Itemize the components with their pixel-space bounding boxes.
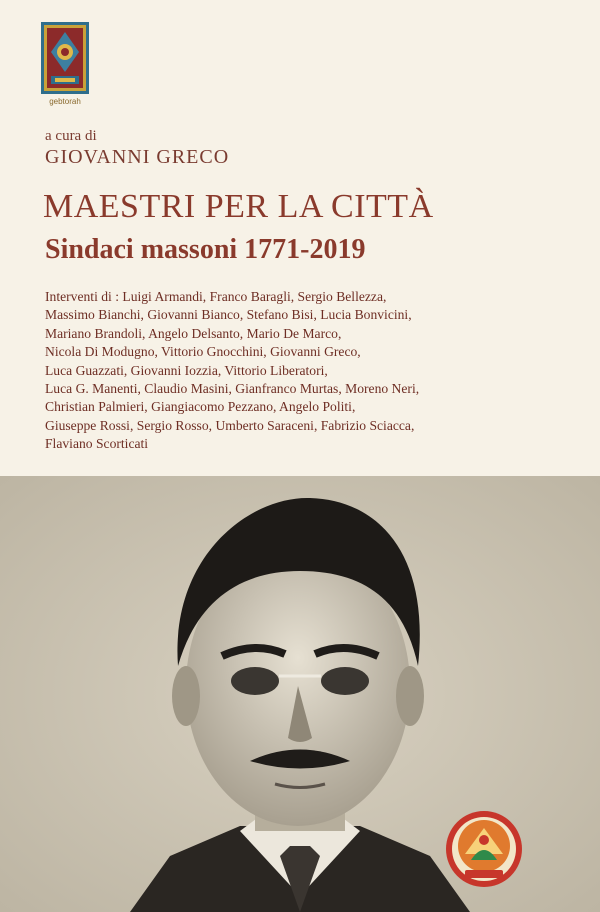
book-subtitle: Sindaci massoni 1771-2019 (45, 234, 366, 265)
publisher-mark-text: gebtorah (49, 97, 81, 106)
contributors-line: Christian Palmieri, Giangiacomo Pezzano, Angelo Politi, (45, 399, 356, 415)
contributors-line: Interventi di : Luigi Armandi, Franco Baragli, Sergio Bellezza, (45, 289, 387, 304)
publisher-emblem-icon (41, 22, 89, 94)
book-title: MAESTRI PER LA CITTÀ (43, 188, 434, 225)
contributors-line: Massimo Bianchi, Giovanni Bianco, Stefano Bisi, Lucia Bonvicini, (45, 307, 412, 323)
curator-name: GIOVANNI GRECO (45, 146, 230, 168)
contributors-list (45, 288, 565, 454)
contributors-line: Giuseppe Rossi, Sergio Rosso, Umberto Saraceni, Fabrizio Sciacca, (45, 417, 415, 433)
contributors-line: Flaviano Scorticati (45, 436, 149, 452)
contributors-line: Mariano Brandoli, Angelo Delsanto, Mario De Marco, (45, 325, 342, 341)
contributors-line: Nicola Di Modugno, Vittorio Gnocchini, Giovanni Greco, (45, 344, 361, 360)
contributors-line: Luca G. Manenti, Claudio Masini, Gianfranco Murtas, Moreno Neri, (45, 381, 420, 397)
contributors-line: Luca Guazzati, Giovanni Iozzia, Vittorio Liberatori, (45, 362, 328, 378)
curator-intro: a cura di (45, 128, 97, 144)
publisher-badge-icon (445, 810, 523, 888)
